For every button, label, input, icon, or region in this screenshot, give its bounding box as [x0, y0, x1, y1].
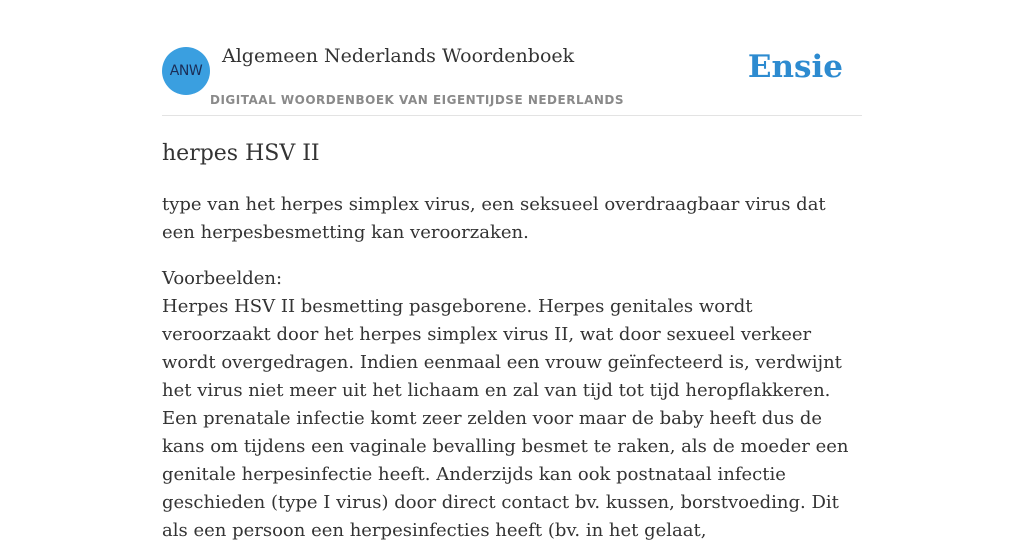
entry-definition: type van het herpes simplex virus, een seksueel overdraagbaar virus dat een herpesbesmetting kan veroorzaken. — [162, 194, 826, 243]
site-tagline: DIGITAAL WOORDENBOEK VAN EIGENTIJDSE NEDERLANDS — [210, 93, 625, 107]
examples-label: Voorbeelden: — [162, 268, 283, 289]
site-header — [162, 0, 862, 116]
examples-text: Herpes HSV II besmetting pasgeborene. Herpes genitales wordt veroorzaakt door het herpes simplex virus II, wat door sexueel verkeer wordt overgedragen. Indien eenmaal een vrouw geïnfecteerd is, verdwijnt het virus niet meer uit het lichaam en zal van tijd tot tijd heropflakkeren. Een prenatale infectie komt zeer zelden voor maar de baby heeft dus de kans om tijdens een vaginale bevalling besmet te raken, als de moeder een genitale herpesinfectie heeft. Anderzijds kan ook postnataal infectie geschieden (type I virus) door direct contact bv. kussen, borstvoeding. Dit als een persoon een herpesinfecties heeft (bv. in het gelaat, — [162, 296, 849, 541]
entry-examples — [162, 265, 862, 545]
header-divider — [162, 115, 862, 116]
entry-term: herpes HSV II — [162, 141, 320, 166]
ensie-logo[interactable]: Ensie — [747, 49, 843, 85]
entry-content — [162, 138, 862, 545]
site-title[interactable]: Algemeen Nederlands Woordenboek — [222, 45, 575, 67]
anw-logo[interactable]: ANW — [162, 47, 210, 95]
